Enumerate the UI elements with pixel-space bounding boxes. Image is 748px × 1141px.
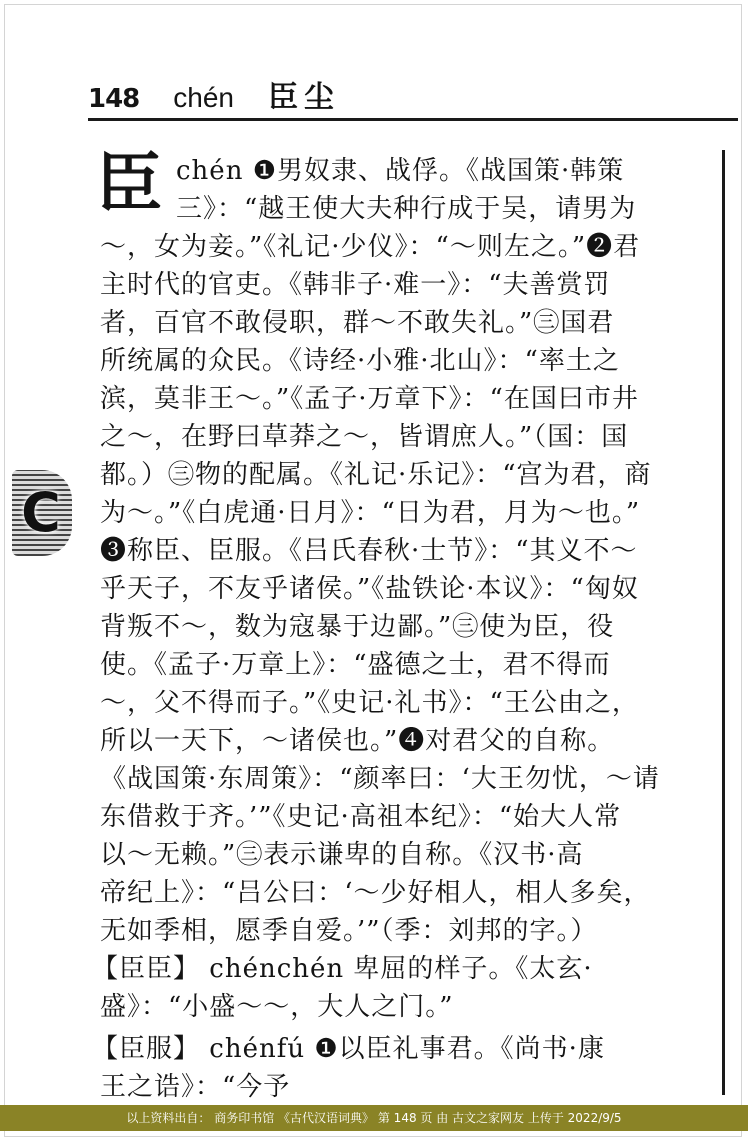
entry-line: 滨，莫非王～。”《孟子·万章下》：“在国曰市井 (100, 384, 639, 414)
section-tab-letter: C (21, 481, 61, 544)
entry-line: 东借救于齐。’”《史记·高祖本纪》：“始大人常 (100, 802, 622, 832)
entry-line: 都。）㊂物的配属。《礼记·乐记》：“宫为君，商 (100, 460, 652, 490)
entry-line: chén ❶男奴隶、战俘。《战国策·韩策 (176, 156, 625, 186)
entry-line: 背叛不～，数为寇暴于边鄙。”㊂使为臣，役 (100, 612, 615, 642)
subentry-line: 【臣服】 chénfú ❶以臣礼事君。《尚书·康 (92, 1034, 605, 1064)
entry-line: 使。《孟子·万章上》：“盛德之士，君不得而 (100, 650, 611, 680)
entry-line: 盛》：“小盛～～，大人之门。” (100, 992, 454, 1022)
header-pinyin: chén (173, 82, 234, 113)
entry-line: ～，父不得而子。”《史记·礼书》：“王公由之， (100, 688, 639, 718)
subentry-line: 【臣臣】 chénchén 卑屈的样子。《太玄· (92, 954, 593, 984)
entry-line: 者，百官不敢侵职，群～不敢失礼。”㊂国君 (100, 308, 615, 338)
entry-line: 无如季相，愿季自爱。’”（季：刘邦的字。） (100, 916, 598, 946)
entry-head-character: 臣 (96, 144, 162, 222)
header-characters: 臣尘 (268, 80, 340, 115)
entry-line: 以～无赖。”㊂表示谦卑的自称。《汉书·高 (100, 840, 584, 870)
entry-line: 乎天子，不友乎诸侯。”《盐铁论·本议》：“匈奴 (100, 574, 639, 604)
entry-line: 之～，在野曰草莽之～，皆谓庶人。”（国：国 (100, 422, 629, 452)
column-rule (722, 150, 725, 1095)
entry-line: 帝纪上》：“吕公曰：‘～少好相人，相人多矣， (100, 878, 651, 908)
entry-line: ～，女为妾。”《礼记·少仪》：“～则左之。”❷君 (100, 232, 641, 262)
entry-line: 王之诰》：“今予 (100, 1072, 291, 1102)
entry-line: 主时代的官吏。《韩非子·难一》：“夫善赏罚 (100, 270, 611, 300)
entry-line: ❸称臣、臣服。《吕氏春秋·士节》：“其义不～ (100, 536, 638, 566)
entry-line: 三》：“越王使大夫种行成于吴，请男为 (176, 194, 637, 224)
entry-line: 为～。”《白虎通·日月》：“日为君，月为～也。” (100, 498, 641, 528)
entry-line: 所以一天下，～诸侯也。”❹对君父的自称。 (100, 726, 615, 756)
entry-line: 《战国策·东周策》：“颜率曰：‘大王勿忧，～请 (100, 764, 660, 794)
source-footer: 以上资料出自： 商务印书馆 《古代汉语词典》 第 148 页 由 古文之家网友 上传于 2022/9/5 (0, 1105, 748, 1131)
header-rule (88, 118, 738, 121)
page-number: 148 (88, 84, 140, 114)
entry-line: 所统属的众民。《诗经·小雅·北山》：“率土之 (100, 346, 620, 376)
page-header (88, 72, 340, 115)
